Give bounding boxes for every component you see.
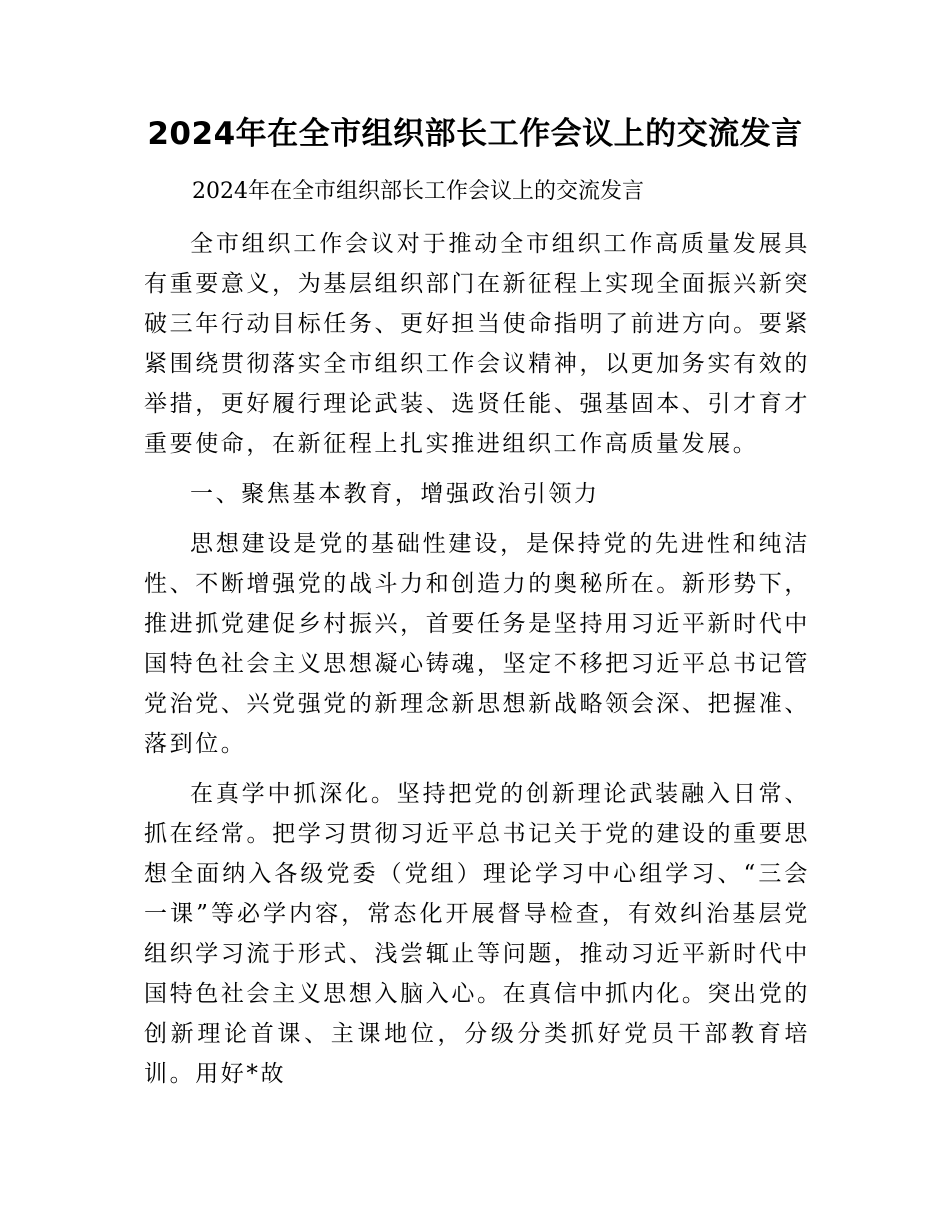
document-title: 2024年在全市组织部长工作会议上的交流发言 [147,116,803,152]
section-heading: 一、聚焦基本教育，增强政治引领力 [190,481,600,507]
intro-paragraph: 全市组织工作会议对于推动全市组织工作高质量发展具有重要意义，为基层组织部门在新征程上实现全面振兴新突破三年行动目标任务、更好担当使命指明了前进方向。要紧紧围绕贯彻落实全市组织工作会议精神，以更加务实有效的举措，更好履行理论武装、选贤任能、强基固本、引才育才重要使命，在新征程上扎实推进组织工作高质量发展。 [144,231,810,457]
body-paragraph: 思想建设是党的基础性建设，是保持党的先进性和纯洁性、不断增强党的战斗力和创造力的奥秘所在。新形势下，推进抓党建促乡村振兴，首要任务是坚持用习近平新时代中国特色社会主义思想凝心铸魂，坚定不移把习近平总书记管党治党、兴党强党的新理念新思想新战略领会深、把握准、落到位。 [144,531,810,757]
document-subtitle: 2024年在全市组织部长工作会议上的交流发言 [192,179,644,204]
body-paragraph: 在真学中抓深化。坚持把党的创新理论武装融入日常、抓在经常。把学习贯彻习近平总书记关于党的建设的重要思想全面纳入各级党委（党组）理论学习中心组学习、“三会一课”等必学内容，常态化开展督导检查，有效纠治基层党组织学习流于形式、浅尝辄止等问题，推动习近平新时代中国特色社会主义思想入脑入心。在真信中抓内化。突出党的创新理论首课、主课地位，分级分类抓好党员干部教育培训。用好*故 [144,781,810,1087]
document-body [144,224,810,1104]
